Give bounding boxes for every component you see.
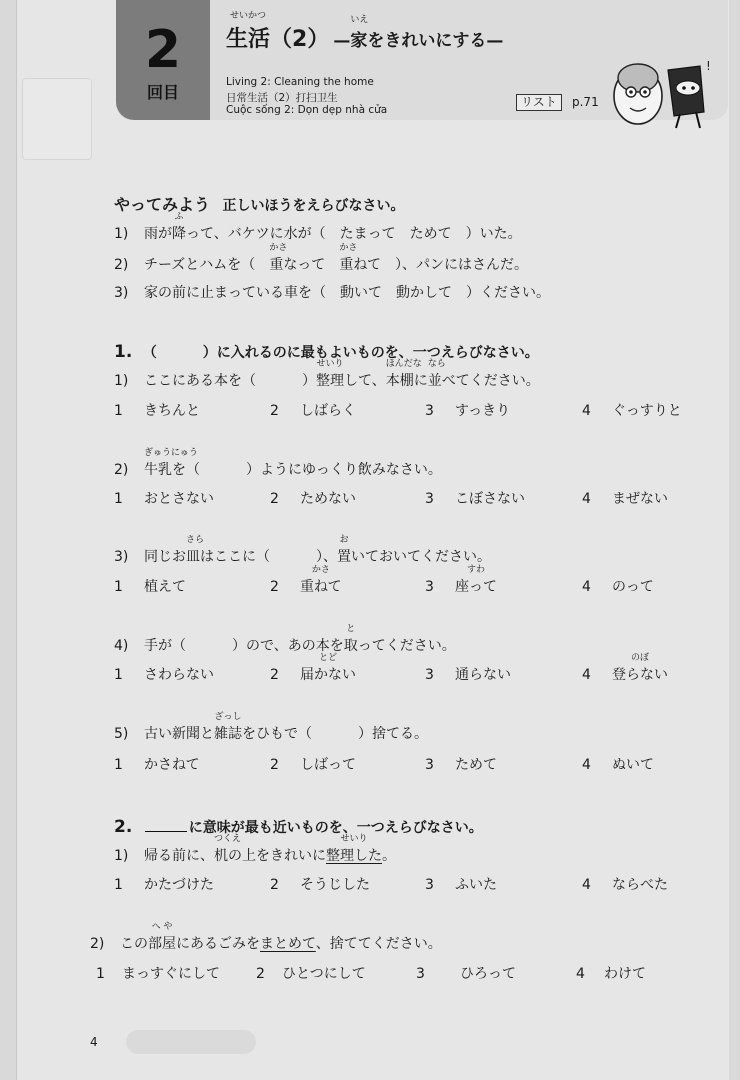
answer-option[interactable]: 3 ためて	[425, 757, 497, 773]
warmup-item-1: 1) 雨が ふ 降って、バケツに水が（ たまって ためて ）いた。	[114, 212, 522, 242]
answer-option[interactable]: 1 かさねて	[114, 757, 200, 773]
answer-option[interactable]: 4 ならべた	[582, 877, 668, 893]
svg-text:!: !	[706, 59, 711, 73]
answer-option[interactable]: 1 植えて	[114, 579, 186, 595]
section2-heading: 2. に意味が最も近いものを、一つえらびなさい。	[114, 817, 483, 837]
answer-option[interactable]: 3 すっきり	[425, 403, 511, 419]
answer-option[interactable]: 2 とど 届かない	[270, 653, 356, 683]
subtitle-chinese: 日常生活（2）打扫卫生	[226, 92, 338, 104]
lesson-title: せいかつ 生活（2） — いえ 家をきれいにする—	[226, 11, 504, 52]
answer-option[interactable]: 4 ぬいて	[582, 757, 654, 773]
section1-heading: 1. （ ）に入れるのに最もよいものを、一つえらびなさい。	[114, 342, 539, 362]
mascot-illustration	[608, 52, 724, 132]
lesson-badge	[116, 0, 210, 120]
title-main: せいかつ 生活	[226, 11, 271, 52]
answer-option[interactable]: 2 ひとつにして	[256, 966, 366, 982]
answer-option[interactable]: 1 きちんと	[114, 403, 200, 419]
warmup-item-3: 3) 家の前に止まっている車を（ 動いて 動かして ）ください。	[114, 285, 550, 301]
bleed-through-tab	[22, 78, 92, 160]
page-number: 4	[90, 1035, 98, 1049]
answer-option[interactable]: 3 ふいた	[425, 877, 497, 893]
answer-option[interactable]: 1 おとさない	[114, 491, 214, 507]
answer-option[interactable]: 4 ぐっすりと	[582, 403, 682, 419]
page	[16, 0, 729, 1080]
section1-question-1: 1) ここにある本を（ ） せいり 整理して、 ほんだな 本棚に なら 並べてください。	[114, 359, 540, 389]
answer-option[interactable]: 4 のぼ 登らない	[582, 653, 668, 683]
answer-option[interactable]: 3 ひろって	[416, 966, 516, 982]
answer-option[interactable]: 1 さわらない	[114, 667, 214, 683]
answer-option[interactable]: 2 しばらく	[270, 403, 356, 419]
answer-option[interactable]: 1 かたづけた	[114, 877, 214, 893]
reference-tag: リスト	[516, 94, 562, 111]
answer-option[interactable]: 3 通らない	[425, 667, 511, 683]
lesson-label: 回目	[146, 83, 179, 102]
answer-option[interactable]: 3 すわ 座って	[425, 565, 497, 595]
answer-option[interactable]: 3 こぼさない	[425, 491, 525, 507]
answer-option[interactable]: 2 そうじした	[270, 877, 370, 893]
section1-question-5: 5) 古い新聞と ざっし 雑誌をひもで（ ）捨てる。	[114, 712, 428, 742]
warmup-item-2: 2) チーズとハムを（ かさ 重なって かさ 重ねて ）、パンにはさんだ。	[114, 243, 528, 273]
lesson-number: 2	[144, 20, 182, 80]
answer-option[interactable]: 4 わけて	[576, 966, 646, 982]
answer-option[interactable]: 4 まぜない	[582, 491, 668, 507]
answer-option[interactable]: 2 しばって	[270, 757, 356, 773]
section2-question-2: 2) この へ や 部屋にあるごみをまとめて、捨ててください。	[90, 922, 442, 952]
answer-option[interactable]: 2 かさ 重ねて	[270, 565, 342, 595]
section2-question-1: 1) 帰る前に、 つくえ 机の上をきれいに せいり 整理した。	[114, 834, 396, 864]
answer-option[interactable]: 2 ためない	[270, 491, 356, 507]
subtitle-english: Living 2: Cleaning the home	[226, 76, 374, 88]
answer-option[interactable]: 1 まっすぐにして	[96, 966, 220, 982]
answer-option[interactable]: 4 のって	[582, 579, 654, 595]
warmup-heading: やってみよう 正しいほうをえらびなさい。	[114, 195, 405, 214]
footer-decoration	[126, 1030, 256, 1054]
subtitle-vietnamese: Cuộc sống 2: Dọn dẹp nhà cửa	[226, 104, 388, 116]
title-sub: — いえ 家をきれいにする—	[333, 15, 504, 51]
section1-question-3: 3) 同じお さら 皿はここに（ ）、 お 置いておいてください。	[114, 535, 491, 565]
reference-page: p.71	[572, 95, 599, 109]
section1-question-2: 2) ぎゅうにゅう 牛乳を（ ）ようにゆっくり飲みなさい。	[114, 448, 442, 478]
section1-question-4: 4) 手が（ ）ので、あの本を と 取ってください。	[114, 624, 456, 654]
